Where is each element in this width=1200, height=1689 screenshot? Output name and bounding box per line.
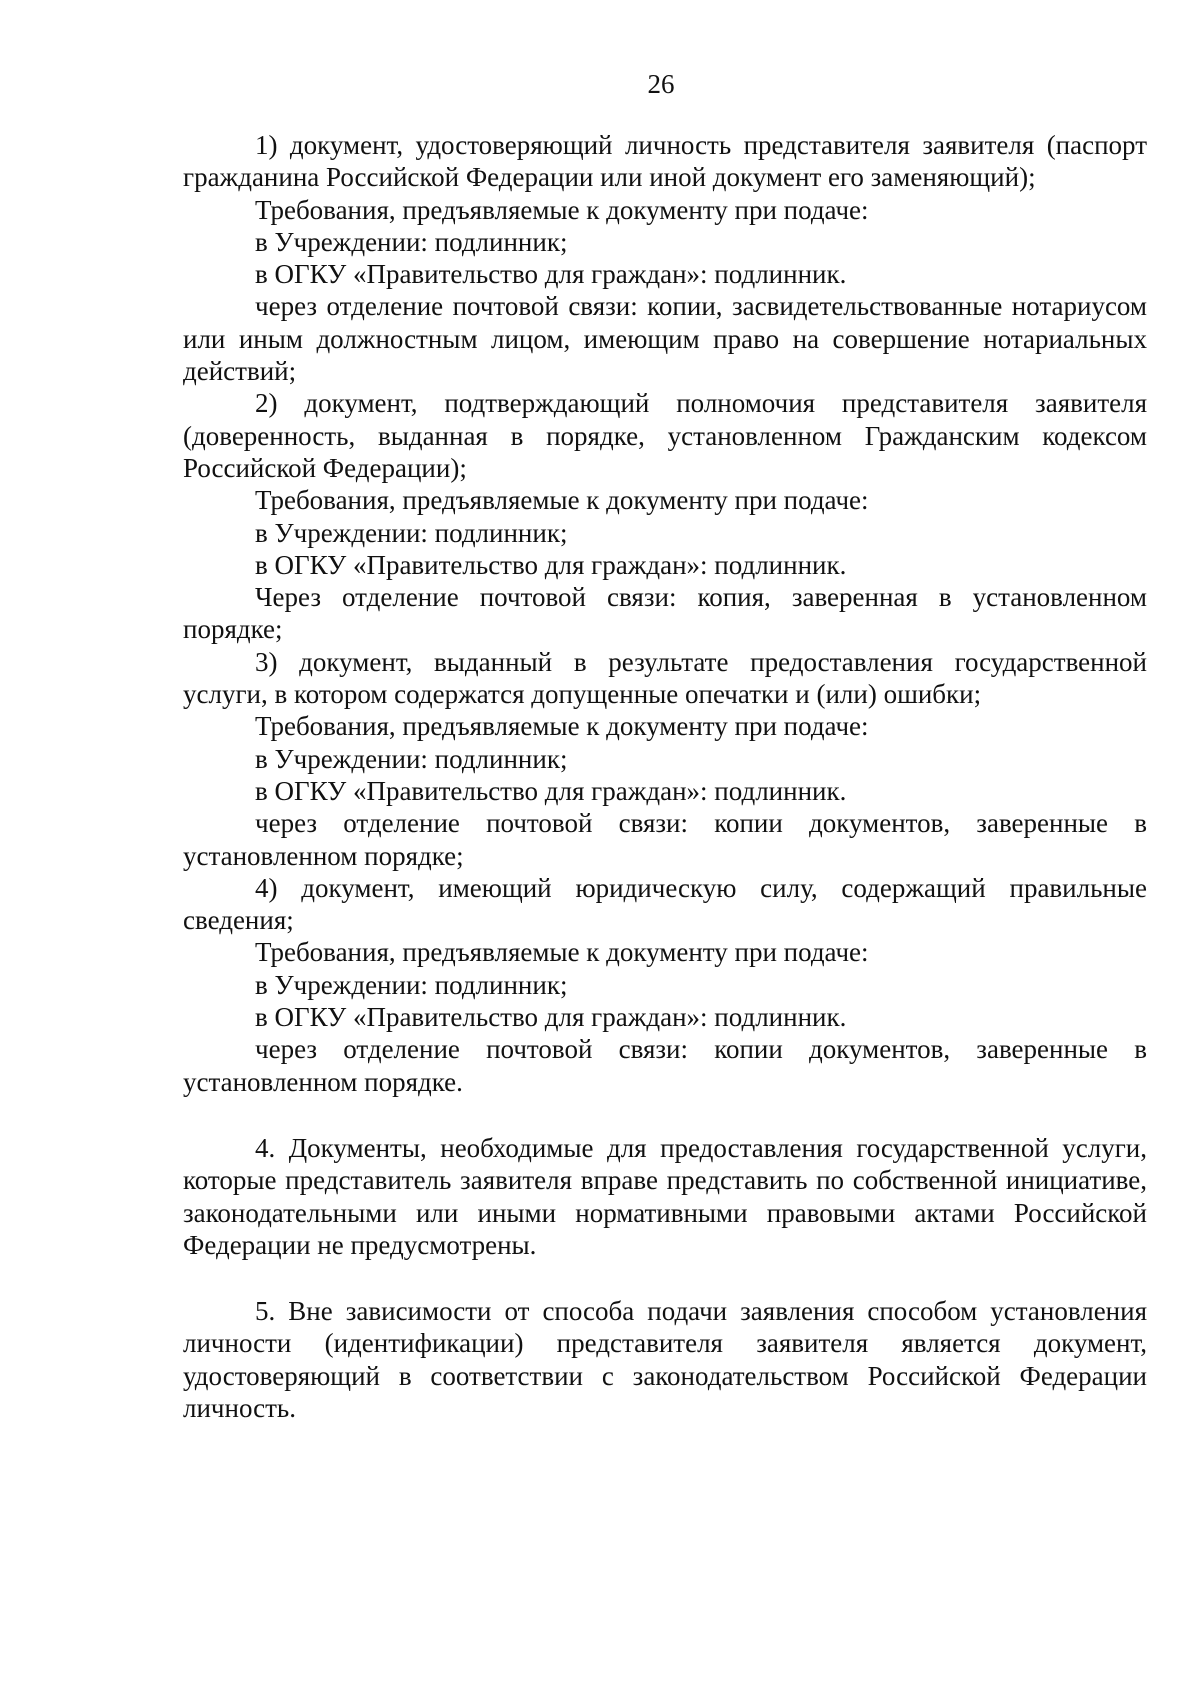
requirement-ogku: в ОГКУ «Правительство для граждан»: подлинник. bbox=[255, 259, 847, 290]
requirement-ogku: в ОГКУ «Правительство для граждан»: подлинник. bbox=[255, 1002, 847, 1033]
document-body bbox=[183, 129, 1147, 1424]
paragraph-item-1-identity-document: 1) документ, удостоверяющий личность представителя заявителя (паспорт гражданина Российской Федерации или иной документ его заменяющий); bbox=[183, 130, 1147, 193]
section-4-paragraph: 4. Документы, необходимые для предоставления государственной услуги, которые представитель заявителя вправе представить по собственной инициативе, законодательными или иными нормативными правовыми актами Российской Федерации не предусмотрены. bbox=[183, 1132, 1147, 1260]
requirement-post: через отделение почтовой связи: копии документов, заверенные в установленном порядке. bbox=[183, 1034, 1147, 1097]
requirement-institution: в Учреждении: подлинник; bbox=[255, 517, 568, 548]
requirement-ogku: в ОГКУ «Правительство для граждан»: подлинник. bbox=[255, 549, 847, 580]
paragraph-item-2-authority-document: 2) документ, подтверждающий полномочия представителя заявителя (доверенность, выданная в порядке, установленном Гражданским кодексом Российской Федерации); bbox=[183, 388, 1147, 483]
requirement-post: Через отделение почтовой связи: копия, заверенная в установленном порядке; bbox=[183, 582, 1147, 645]
requirements-heading: Требования, предъявляемые к документу при подаче: bbox=[255, 711, 869, 742]
requirement-ogku: в ОГКУ «Правительство для граждан»: подлинник. bbox=[255, 775, 847, 806]
requirements-heading: Требования, предъявляемые к документу при подаче: bbox=[255, 194, 869, 225]
requirements-heading: Требования, предъявляемые к документу при подаче: bbox=[255, 937, 869, 968]
requirement-institution: в Учреждении: подлинник; bbox=[255, 226, 568, 257]
requirements-heading: Требования, предъявляемые к документу при подаче: bbox=[255, 485, 869, 516]
section-5-paragraph: 5. Вне зависимости от способа подачи заявления способом установления личности (идентификации) представителя заявителя является документ, удостоверяющий в соответствии с законодательством Российской Федерации личность. bbox=[183, 1296, 1147, 1423]
paragraph-item-4-valid-document: 4) документ, имеющий юридическую силу, содержащий правильные сведения; bbox=[183, 872, 1147, 936]
paragraph-item-3-issued-document: 3) документ, выданный в результате предоставления государственной услуги, в котором содержатся допущенные опечатки и (или) ошибки; bbox=[183, 646, 1147, 710]
requirement-post: через отделение почтовой связи: копии, засвидетельствованные нотариусом или иным должностным лицом, имеющим право на совершение нотариальных действий; bbox=[183, 291, 1147, 387]
requirement-institution: в Учреждении: подлинник; bbox=[255, 743, 568, 774]
page-number: 26 bbox=[647, 69, 675, 99]
requirement-post: через отделение почтовой связи: копии документов, заверенные в установленном порядке; bbox=[183, 808, 1147, 871]
requirement-institution: в Учреждении: подлинник; bbox=[255, 969, 568, 1000]
